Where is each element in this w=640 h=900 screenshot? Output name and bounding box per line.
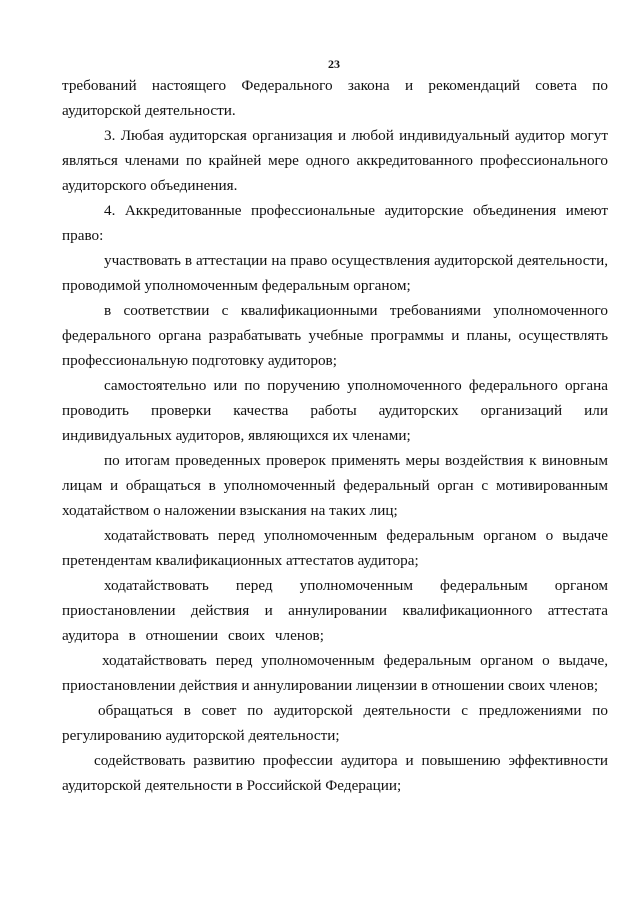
paragraph-continuation: требований настоящего Федерального закона и рекомендаций совета по аудиторской деятельности. bbox=[62, 77, 608, 119]
document-body bbox=[62, 73, 608, 798]
page-number: 23 bbox=[328, 57, 340, 71]
right-attestation: участвовать в аттестации на право осуществления аудиторской деятельности, проводимой уполномоченным федеральным органом; bbox=[62, 252, 608, 294]
right-promote-profession: содействовать развитию профессии аудитора и повышению эффективности аудиторской деятельности в Российской Федерации; bbox=[62, 752, 608, 794]
paragraph-item-3: 3. Любая аудиторская организация и любой индивидуальный аудитор могут являться членами по крайней мере одного аккредитованного профессионального аудиторского объединения. bbox=[62, 127, 608, 194]
right-petition-certificates: ходатайствовать перед уполномоченным федеральным органом о выдаче претендентам квалификационных аттестатов аудитора; bbox=[62, 527, 608, 569]
right-appeal-council: обращаться в совет по аудиторской деятельности с предложениями по регулированию аудиторской деятельности; bbox=[62, 702, 608, 744]
right-training-programs: в соответствии с квалификационными требованиями уполномоченного федерального органа разрабатывать учебные программы и планы, осуществлять профессиональную подготовку аудиторов; bbox=[62, 302, 608, 369]
right-quality-checks: самостоятельно или по поручению уполномоченного федерального органа проводить проверки качества работы аудиторских организаций или индивидуальных аудиторов, являющихся их членами; bbox=[62, 377, 608, 444]
right-impose-measures: по итогам проведенных проверок применять меры воздействия к виновным лицам и обращаться в уполномоченный федеральный орган с мотивированным ходатайством о наложении взыскания на таких лиц; bbox=[62, 452, 608, 519]
right-petition-license: ходатайствовать перед уполномоченным федеральным органом о выдаче, приостановлении действия и аннулировании лицензии в отношении своих членов; bbox=[62, 652, 608, 694]
paragraph-item-4: 4. Аккредитованные профессиональные аудиторские объединения имеют право: bbox=[62, 202, 608, 244]
right-petition-suspension: ходатайствовать перед уполномоченным федеральным органом приостановлении действия и аннулировании квалификационного аттестата аудитора в отношении своих членов; bbox=[62, 577, 608, 644]
